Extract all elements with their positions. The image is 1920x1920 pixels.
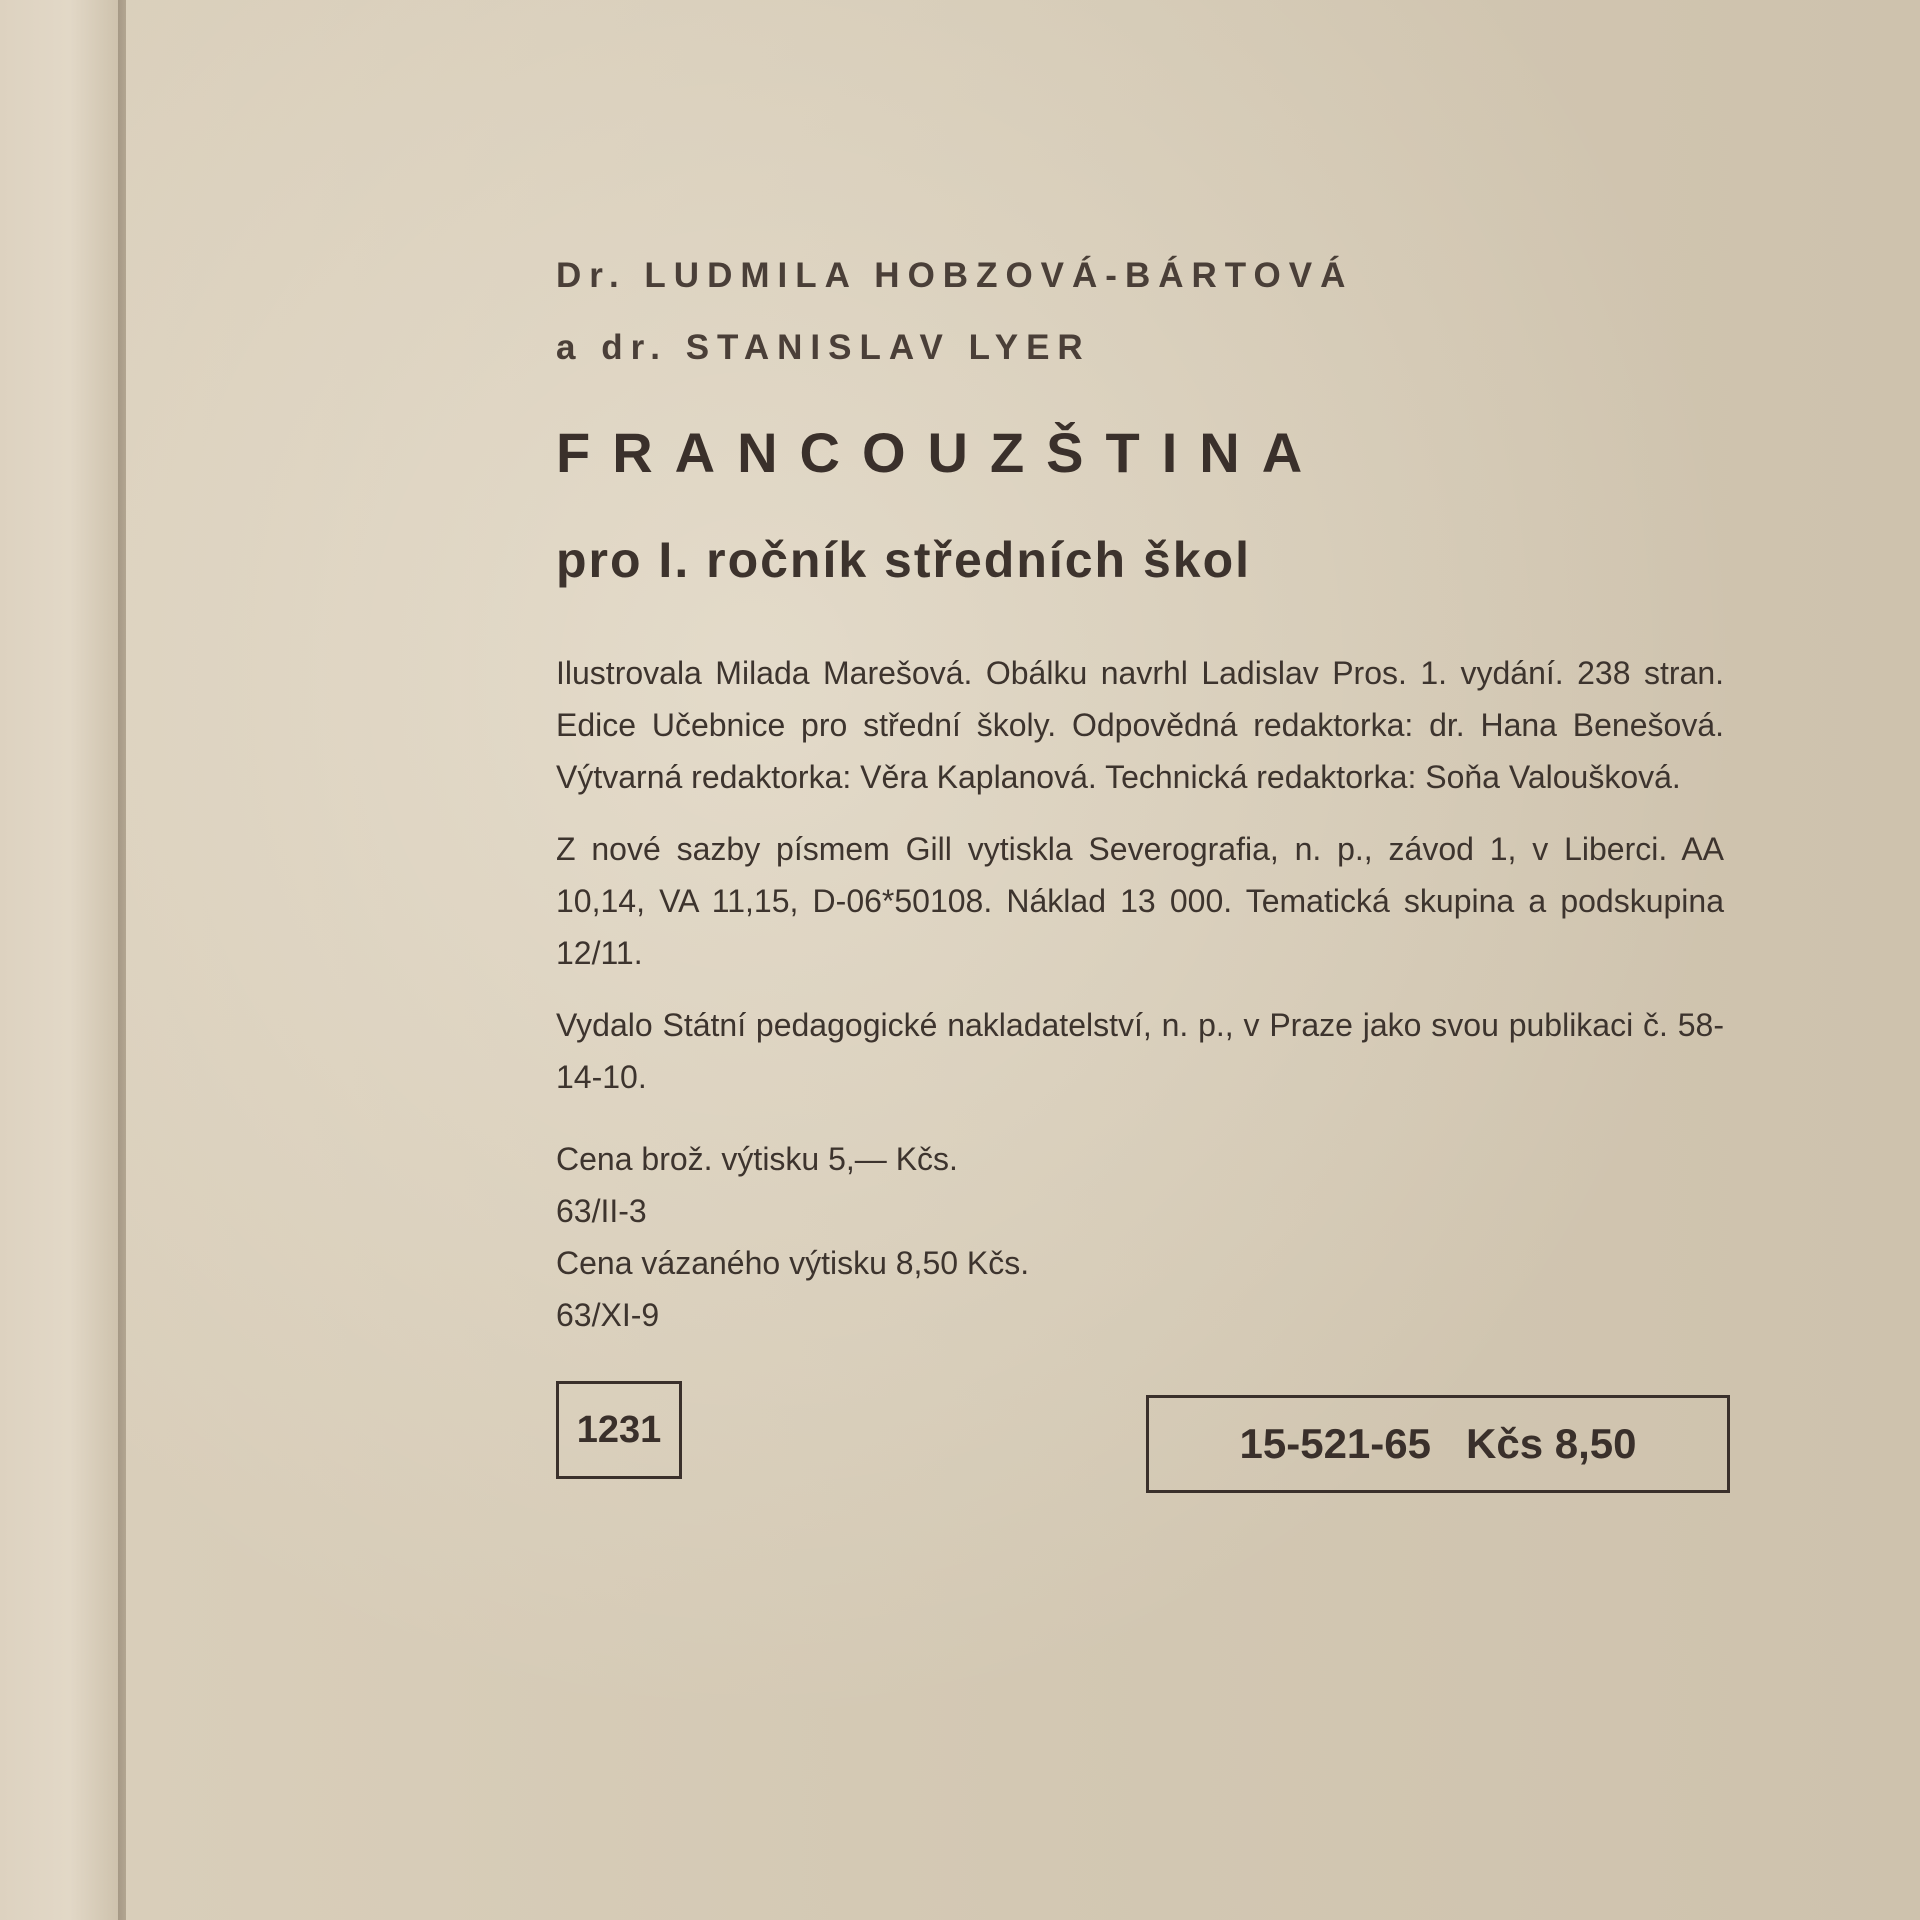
publisher-paragraph: Vydalo Státní pedagogické nakladatelství, n. p., v Praze jako svou publikaci č. 58-14-10. bbox=[556, 1007, 1724, 1095]
price-list bbox=[556, 1133, 1726, 1341]
book-subtitle: pro I. ročník středních škol bbox=[556, 532, 1252, 588]
book-page bbox=[126, 0, 1920, 1920]
imprint-content bbox=[556, 240, 1726, 1501]
catalog-number-box: 1231 bbox=[556, 1381, 682, 1479]
price-code-paperback: 63/II-3 bbox=[556, 1193, 647, 1229]
credits-paragraph: Ilustrovala Milada Marešová. Obálku navrhl Ladislav Pros. 1. vydání. 238 stran. Edice Učebnice pro střední školy. Odpovědná redaktorka: dr. Hana Benešová. Výtvarná redaktorka: Věra Kaplanová. Technická redaktorka: Soňa Valoušková. bbox=[556, 655, 1724, 795]
price-paperback: Cena brož. výtisku 5,— Kčs. bbox=[556, 1141, 958, 1177]
facing-page-edge bbox=[0, 0, 126, 1920]
printing-paragraph: Z nové sazby písmem Gill vytiskla Severografia, n. p., závod 1, v Liberci. AA 10,14, VA 11,15, D-06*50108. Náklad 13 000. Tematická skupina a podskupina 12/11. bbox=[556, 831, 1724, 971]
author-line-2: a dr. STANISLAV LYER bbox=[556, 328, 1091, 367]
price-box: 15-521-65 Kčs 8,50 bbox=[1146, 1395, 1730, 1493]
code-boxes bbox=[556, 1381, 1726, 1501]
author-line-1: Dr. LUDMILA HOBZOVÁ-BÁRTOVÁ bbox=[556, 256, 1354, 295]
price-hardcover: Cena vázaného výtisku 8,50 Kčs. bbox=[556, 1245, 1030, 1281]
price-code-hardcover: 63/XI-9 bbox=[556, 1297, 660, 1333]
book-title: FRANCOUZŠTINA bbox=[556, 421, 1325, 484]
